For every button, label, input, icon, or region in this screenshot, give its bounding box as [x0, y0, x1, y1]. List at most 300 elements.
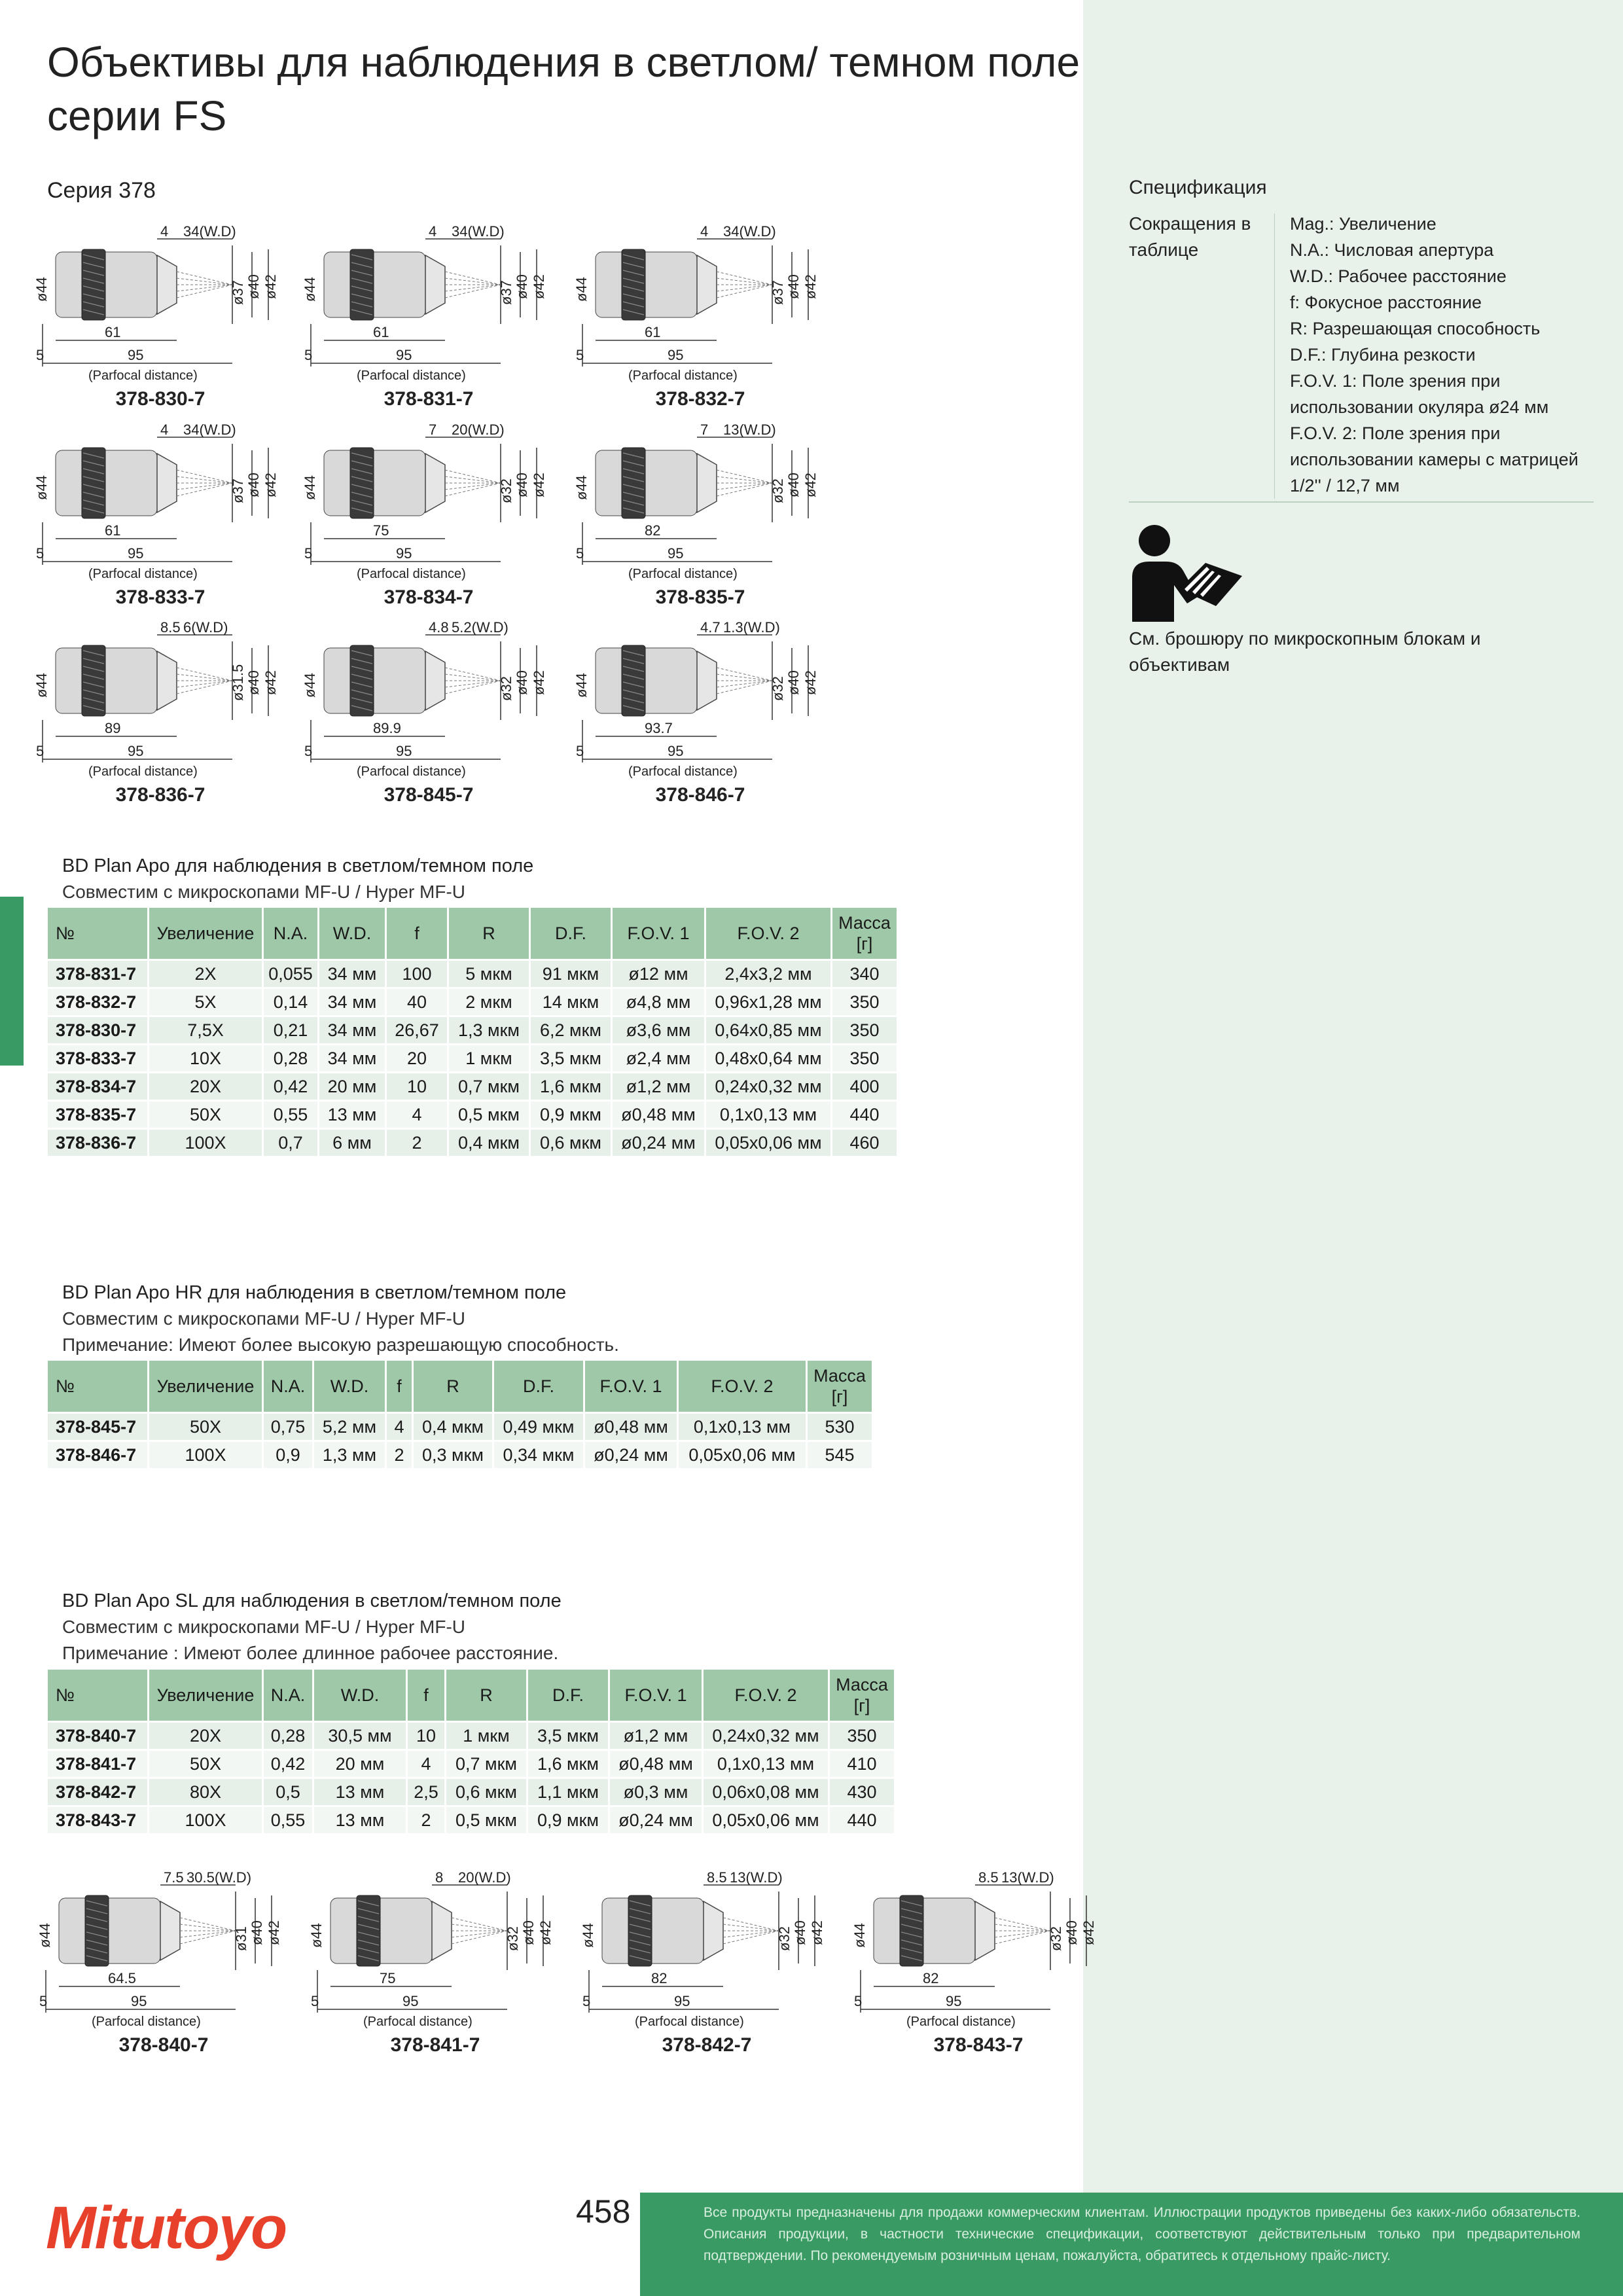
- barrel-body: [596, 252, 697, 317]
- parfocal-label: (Parfocal distance): [357, 567, 466, 581]
- dim-label: ø40: [520, 1920, 537, 1945]
- spec-abbrev-label: Сокращения в таблице: [1129, 213, 1251, 260]
- objective-diagram: [851, 1869, 1103, 2056]
- table-cell: 1,6 мкм: [528, 1751, 608, 1777]
- dim-label: 4: [160, 223, 169, 240]
- item-code-cell: 378-840-7: [48, 1723, 147, 1749]
- dim-label: ø44: [308, 1923, 325, 1948]
- item-code-cell: 378-833-7: [48, 1045, 147, 1071]
- knurled-ring: [350, 249, 374, 320]
- dim-label: 95: [668, 347, 684, 363]
- dim-label: 4: [700, 223, 709, 240]
- table-cell: 1 мкм: [449, 1045, 529, 1071]
- parfocal-label: (Parfocal distance): [88, 368, 198, 383]
- dim-label: ø44: [573, 277, 590, 302]
- table1-title: BD Plan Apo для наблюдения в светлом/темном поле: [62, 855, 534, 876]
- table-cell: 80X: [149, 1779, 262, 1805]
- table-cell: 0,28: [264, 1723, 312, 1749]
- table-cell: 0,3 мкм: [414, 1442, 492, 1468]
- table-cell: 10X: [149, 1045, 262, 1071]
- dim-label: 13(W.D): [730, 1869, 783, 1886]
- table-cell: 0,48x0,64 мм: [706, 1045, 830, 1071]
- dim-label: 75: [373, 522, 389, 539]
- knurled-ring: [622, 645, 645, 716]
- objective-diagram: [302, 422, 553, 608]
- item-code-cell: 378-834-7: [48, 1073, 147, 1100]
- table-cell: 0,49 мкм: [494, 1414, 583, 1440]
- dim-label: ø37: [498, 280, 514, 305]
- barrel-body: [324, 450, 425, 516]
- dim-label: 7: [700, 422, 709, 438]
- dim-label: 5: [576, 743, 584, 759]
- knurled-ring: [900, 1895, 923, 1966]
- diagram-code-label: 378-832-7: [655, 388, 745, 410]
- table-cell: 13 мм: [319, 1102, 385, 1128]
- table-cell: 1,1 мкм: [528, 1779, 608, 1805]
- column-header: Увеличение: [149, 908, 262, 959]
- barrel-body: [59, 1898, 160, 1964]
- barrel-body: [56, 648, 157, 713]
- column-header: f: [387, 1361, 412, 1412]
- dim-label: 61: [373, 324, 389, 340]
- table-cell: 0,5: [264, 1779, 312, 1805]
- dim-label: 95: [396, 743, 412, 759]
- parfocal-label: (Parfocal distance): [357, 368, 466, 383]
- column-header: D.F.: [528, 1670, 608, 1721]
- table-cell: 20X: [149, 1073, 262, 1100]
- diagram-code-label: 378-835-7: [655, 586, 745, 608]
- objective-nose: [697, 454, 717, 512]
- table3-bd-plan-apo-sl: [46, 1668, 896, 1835]
- table-cell: 2,5: [408, 1779, 444, 1805]
- column-header: D.F.: [494, 1361, 583, 1412]
- item-code-cell: 378-832-7: [48, 989, 147, 1015]
- table-row: [48, 1017, 897, 1043]
- dim-label: 95: [396, 545, 412, 562]
- column-header: W.D.: [314, 1361, 385, 1412]
- dim-label: 89.9: [373, 720, 401, 736]
- objective-diagram: [37, 1869, 288, 2056]
- table-cell: 545: [808, 1442, 872, 1468]
- table-cell: 0,05x0,06 мм: [706, 1130, 830, 1156]
- table-cell: 50X: [149, 1751, 262, 1777]
- objective-drawing: [851, 1869, 1103, 2032]
- table-cell: 350: [830, 1723, 894, 1749]
- objective-nose: [157, 255, 177, 314]
- dim-label: 13(W.D): [723, 422, 776, 438]
- dim-label: 30.5(W.D): [187, 1869, 252, 1886]
- dim-label: ø40: [245, 473, 262, 497]
- table-cell: ø0,24 мм: [610, 1807, 702, 1833]
- dim-label: ø42: [262, 473, 279, 497]
- column-header: Увеличение: [149, 1670, 262, 1721]
- dim-label: ø32: [498, 676, 514, 701]
- barrel-body: [56, 252, 157, 317]
- table-cell: 0,55: [264, 1807, 312, 1833]
- item-code-cell: 378-846-7: [48, 1442, 147, 1468]
- table-cell: 100X: [149, 1130, 262, 1156]
- dim-label: ø42: [531, 670, 547, 695]
- diagram-code-label: 378-830-7: [115, 388, 205, 410]
- objective-drawing: [302, 223, 553, 386]
- table-cell: 34 мм: [319, 1017, 385, 1043]
- table-cell: 0,64x0,85 мм: [706, 1017, 830, 1043]
- spec-heading: Спецификация: [1129, 177, 1267, 198]
- column-header: F.O.V. 2: [706, 908, 830, 959]
- dim-label: 5: [311, 1993, 319, 2009]
- table-row: [48, 1130, 897, 1156]
- objective-drawing: [308, 1869, 560, 2032]
- table-cell: 0,24x0,32 мм: [704, 1723, 828, 1749]
- table-cell: ø1,2 мм: [613, 1073, 704, 1100]
- dim-label: 95: [668, 545, 684, 562]
- table-cell: 50X: [149, 1102, 262, 1128]
- diagram-code-label: 378-841-7: [390, 2034, 480, 2056]
- table-cell: 13 мм: [314, 1779, 406, 1805]
- item-code-cell: 378-835-7: [48, 1102, 147, 1128]
- table2-title: BD Plan Apo HR для наблюдения в светлом/темном поле: [62, 1282, 567, 1303]
- spec-item: D.F.: Глубина резкости: [1290, 345, 1476, 365]
- dim-label: 82: [645, 522, 661, 539]
- table-cell: 4: [387, 1414, 412, 1440]
- table-cell: ø0,48 мм: [613, 1102, 704, 1128]
- objective-drawing: [573, 223, 825, 386]
- table3-title: BD Plan Apo SL для наблюдения в светлом/темном поле: [62, 1590, 562, 1611]
- table-cell: 100: [387, 961, 447, 987]
- column-header: f: [387, 908, 447, 959]
- dim-label: 20(W.D): [452, 422, 505, 438]
- dim-label: 82: [651, 1970, 668, 1986]
- table-cell: 30,5 мм: [314, 1723, 406, 1749]
- table-cell: 40: [387, 989, 447, 1015]
- dim-label: 7.5: [164, 1869, 184, 1886]
- table-cell: 0,1x0,13 мм: [704, 1751, 828, 1777]
- dim-label: 61: [645, 324, 661, 340]
- dim-label: ø44: [33, 673, 50, 698]
- table1-subtitle: Совместим с микроскопами MF-U / Hyper MF-U: [62, 882, 466, 902]
- column-header: №: [48, 1670, 147, 1721]
- dim-label: ø42: [802, 473, 819, 497]
- objective-diagram: [302, 223, 553, 410]
- table-cell: 0,05x0,06 мм: [704, 1807, 828, 1833]
- table-cell: 13 мм: [314, 1807, 406, 1833]
- table-cell: 0,055: [264, 961, 317, 987]
- dim-label: ø40: [514, 670, 530, 695]
- spec-item: R: Разрешающая способность: [1290, 319, 1541, 338]
- table-row: [48, 989, 897, 1015]
- item-code-cell: 378-842-7: [48, 1779, 147, 1805]
- objective-drawing: [573, 619, 825, 782]
- dim-label: 5: [39, 1993, 48, 2009]
- parfocal-label: (Parfocal distance): [357, 764, 466, 779]
- parfocal-label: (Parfocal distance): [628, 764, 738, 779]
- dim-label: 8.5: [160, 619, 181, 636]
- dim-label: ø44: [573, 475, 590, 500]
- dim-label: 5: [36, 743, 45, 759]
- dim-label: 34(W.D): [183, 223, 236, 240]
- dim-label: ø40: [785, 670, 802, 695]
- table-row: [48, 961, 897, 987]
- dim-label: 5: [304, 545, 313, 562]
- table-row: [48, 1073, 897, 1100]
- dim-label: 8.5: [707, 1869, 727, 1886]
- dim-label: ø42: [802, 274, 819, 299]
- dim-label: 95: [128, 743, 144, 759]
- table-cell: 440: [832, 1102, 897, 1128]
- dim-label: ø40: [249, 1920, 265, 1945]
- column-header: Увеличение: [149, 1361, 262, 1412]
- knurled-ring: [622, 249, 645, 320]
- dim-label: 95: [396, 347, 412, 363]
- table-cell: 2,4x3,2 мм: [706, 961, 830, 987]
- table-cell: 0,42: [264, 1073, 317, 1100]
- table-cell: 1,6 мкм: [531, 1073, 611, 1100]
- objective-drawing: [33, 619, 285, 782]
- table-cell: 4: [408, 1751, 444, 1777]
- knurled-ring: [82, 645, 105, 716]
- table2-note: Примечание: Имеют более высокую разрешающую способность.: [62, 1335, 619, 1355]
- table-cell: 0,28: [264, 1045, 317, 1071]
- column-header: f: [408, 1670, 444, 1721]
- dim-label: ø40: [1063, 1920, 1080, 1945]
- dim-label: 82: [923, 1970, 939, 1986]
- table-cell: 350: [832, 989, 897, 1015]
- table-cell: ø12 мм: [613, 961, 704, 987]
- table-cell: 2: [408, 1807, 444, 1833]
- dim-label: 89: [105, 720, 121, 736]
- table-cell: 7,5X: [149, 1017, 262, 1043]
- table-cell: 0,7 мкм: [449, 1073, 529, 1100]
- table-cell: 0,4 мкм: [449, 1130, 529, 1156]
- table-cell: ø0,48 мм: [585, 1414, 677, 1440]
- table-cell: 50X: [149, 1414, 262, 1440]
- dim-label: 95: [128, 347, 144, 363]
- dim-label: 5: [576, 545, 584, 562]
- objective-diagram: [302, 619, 553, 806]
- table-cell: 0,55: [264, 1102, 317, 1128]
- objective-diagram: [33, 619, 285, 806]
- dim-label: ø42: [262, 274, 279, 299]
- dim-label: 7: [429, 422, 437, 438]
- dim-label: ø40: [514, 274, 530, 299]
- dim-label: 1.3(W.D): [723, 619, 780, 636]
- table-cell: 10: [408, 1723, 444, 1749]
- dim-label: 95: [402, 1993, 419, 2009]
- table-cell: ø0,3 мм: [610, 1779, 702, 1805]
- objective-drawing: [580, 1869, 831, 2032]
- table-cell: 5X: [149, 989, 262, 1015]
- objective-nose: [704, 1901, 723, 1960]
- parfocal-label: (Parfocal distance): [88, 567, 198, 581]
- dim-label: ø40: [514, 473, 530, 497]
- table-cell: 0,42: [264, 1751, 312, 1777]
- table-cell: 4: [387, 1102, 447, 1128]
- dim-label: 34(W.D): [723, 223, 776, 240]
- table1-bd-plan-apo: [46, 906, 899, 1158]
- objective-diagram: [33, 223, 285, 410]
- knurled-ring: [350, 645, 374, 716]
- dim-label: ø32: [1048, 1926, 1064, 1951]
- parfocal-label: (Parfocal distance): [628, 368, 738, 383]
- column-header: F.O.V. 2: [704, 1670, 828, 1721]
- table-cell: 100X: [149, 1442, 262, 1468]
- dim-label: ø42: [802, 670, 819, 695]
- brochure-note: См. брошюру по микроскопным блокам и объективам: [1129, 628, 1481, 675]
- diagram-code-label: 378-846-7: [655, 784, 745, 806]
- table-cell: 100X: [149, 1807, 262, 1833]
- dim-label: 6(W.D): [183, 619, 228, 636]
- series-label: Серия 378: [47, 178, 156, 203]
- objective-nose: [157, 454, 177, 512]
- page-number: 458: [576, 2193, 631, 2230]
- spec-item: Mag.: Увеличение: [1290, 214, 1436, 234]
- dim-label: 4.8: [429, 619, 449, 636]
- person-reading-icon: [1127, 524, 1245, 622]
- table-row: [48, 1442, 872, 1468]
- objective-drawing: [302, 619, 553, 782]
- knurled-ring: [622, 448, 645, 518]
- objective-nose: [975, 1901, 995, 1960]
- table-cell: 1 мкм: [446, 1723, 526, 1749]
- table-cell: 0,06x0,08 мм: [704, 1779, 828, 1805]
- item-code-cell: 378-841-7: [48, 1751, 147, 1777]
- dim-label: ø40: [785, 274, 802, 299]
- dim-label: ø42: [262, 670, 279, 695]
- column-header: Масса [г]: [830, 1670, 894, 1721]
- table-row: [48, 1414, 872, 1440]
- diagram-code-label: 378-831-7: [383, 388, 474, 410]
- dim-label: ø31: [233, 1926, 249, 1951]
- knurled-ring: [357, 1895, 380, 1966]
- table-cell: 1,3 мкм: [449, 1017, 529, 1043]
- table-cell: ø3,6 мм: [613, 1017, 704, 1043]
- barrel-body: [324, 648, 425, 713]
- table-cell: 430: [830, 1779, 894, 1805]
- table-cell: 10: [387, 1073, 447, 1100]
- barrel-body: [596, 648, 697, 713]
- spec-abbrev-list: [1290, 211, 1597, 499]
- table-cell: 0,24x0,32 мм: [706, 1073, 830, 1100]
- parfocal-label: (Parfocal distance): [363, 2015, 473, 2029]
- objective-nose: [697, 651, 717, 710]
- dim-label: ø31.5: [230, 664, 246, 701]
- table-cell: 0,5 мкм: [446, 1807, 526, 1833]
- dim-label: 93.7: [645, 720, 673, 736]
- table-cell: 0,6 мкм: [531, 1130, 611, 1156]
- diagram-code-label: 378-833-7: [115, 586, 205, 608]
- table-row: [48, 1723, 894, 1749]
- table-cell: 0,7: [264, 1130, 317, 1156]
- objective-diagram: [33, 422, 285, 608]
- table-cell: 0,21: [264, 1017, 317, 1043]
- diagram-code-label: 378-834-7: [383, 586, 474, 608]
- table-cell: 0,05x0,06 мм: [679, 1442, 806, 1468]
- table3-note: Примечание : Имеют более длинное рабочее расстояние.: [62, 1643, 559, 1663]
- table-cell: 0,9 мкм: [528, 1807, 608, 1833]
- table-row: [48, 1045, 897, 1071]
- table-cell: 530: [808, 1414, 872, 1440]
- dim-label: 34(W.D): [183, 422, 236, 438]
- table-cell: 2X: [149, 961, 262, 987]
- objective-drawing: [573, 422, 825, 584]
- mitutoyo-logo: Mitutoyo: [46, 2195, 287, 2261]
- dim-label: ø44: [302, 673, 318, 698]
- column-header: Масса [г]: [832, 908, 897, 959]
- objective-diagram: [573, 223, 825, 410]
- objective-diagram: [573, 422, 825, 608]
- spec-item: N.A.: Числовая апертура: [1290, 240, 1494, 260]
- objective-diagram: [580, 1869, 831, 2056]
- column-header: R: [446, 1670, 526, 1721]
- table2-header: [62, 1280, 619, 1358]
- diagram-code-label: 378-836-7: [115, 784, 205, 806]
- dim-label: 4: [160, 422, 169, 438]
- dim-label: 8.5: [978, 1869, 999, 1886]
- table-cell: 34 мм: [319, 961, 385, 987]
- dim-label: 95: [131, 1993, 147, 2009]
- table-cell: 0,14: [264, 989, 317, 1015]
- table-cell: 350: [832, 1045, 897, 1071]
- dim-label: 34(W.D): [452, 223, 505, 240]
- parfocal-label: (Parfocal distance): [88, 764, 198, 779]
- item-code-cell: 378-831-7: [48, 961, 147, 987]
- column-header: N.A.: [264, 1670, 312, 1721]
- table-cell: ø0,24 мм: [613, 1130, 704, 1156]
- table-cell: 91 мкм: [531, 961, 611, 987]
- table-cell: 20X: [149, 1723, 262, 1749]
- table-row: [48, 1102, 897, 1128]
- dim-label: 5: [582, 1993, 591, 2009]
- table-cell: ø1,2 мм: [610, 1723, 702, 1749]
- column-header: F.O.V. 1: [613, 908, 704, 959]
- dim-label: 5: [36, 347, 45, 363]
- table-cell: 0,6 мкм: [446, 1779, 526, 1805]
- table3-header: [62, 1588, 562, 1666]
- dim-label: ø42: [531, 473, 547, 497]
- table-cell: 6 мм: [319, 1130, 385, 1156]
- table3-subtitle: Совместим с микроскопами MF-U / Hyper MF-U: [62, 1617, 466, 1637]
- column-header: №: [48, 1361, 147, 1412]
- table-cell: 34 мм: [319, 989, 385, 1015]
- parfocal-label: (Parfocal distance): [92, 2015, 201, 2029]
- table-cell: ø4,8 мм: [613, 989, 704, 1015]
- dim-label: ø37: [770, 280, 786, 305]
- parfocal-label: (Parfocal distance): [906, 2015, 1016, 2029]
- dim-label: 95: [128, 545, 144, 562]
- item-code-cell: 378-836-7: [48, 1130, 147, 1156]
- column-header: F.O.V. 1: [610, 1670, 702, 1721]
- dim-label: 95: [946, 1993, 962, 2009]
- diagram-code-label: 378-842-7: [662, 2034, 752, 2056]
- diagram-code-label: 378-843-7: [933, 2034, 1024, 2056]
- section-tab-marker: [0, 897, 24, 1066]
- parfocal-label: (Parfocal distance): [628, 567, 738, 581]
- objective-diagram: [573, 619, 825, 806]
- barrel-body: [330, 1898, 432, 1964]
- table-cell: ø0,48 мм: [610, 1751, 702, 1777]
- table-cell: 2 мкм: [449, 989, 529, 1015]
- dim-label: ø44: [302, 277, 318, 302]
- objective-drawing: [304, 424, 553, 584]
- item-code-cell: 378-845-7: [48, 1414, 147, 1440]
- table-cell: 0,34 мкм: [494, 1442, 583, 1468]
- dim-label: 4: [429, 223, 437, 240]
- barrel-body: [874, 1898, 975, 1964]
- table-cell: 20 мм: [314, 1751, 406, 1777]
- spec-item: F.O.V. 1: Поле зрения при использовании окуляра ø24 мм: [1290, 371, 1549, 417]
- dim-label: ø42: [809, 1920, 825, 1945]
- column-header: F.O.V. 2: [679, 1361, 806, 1412]
